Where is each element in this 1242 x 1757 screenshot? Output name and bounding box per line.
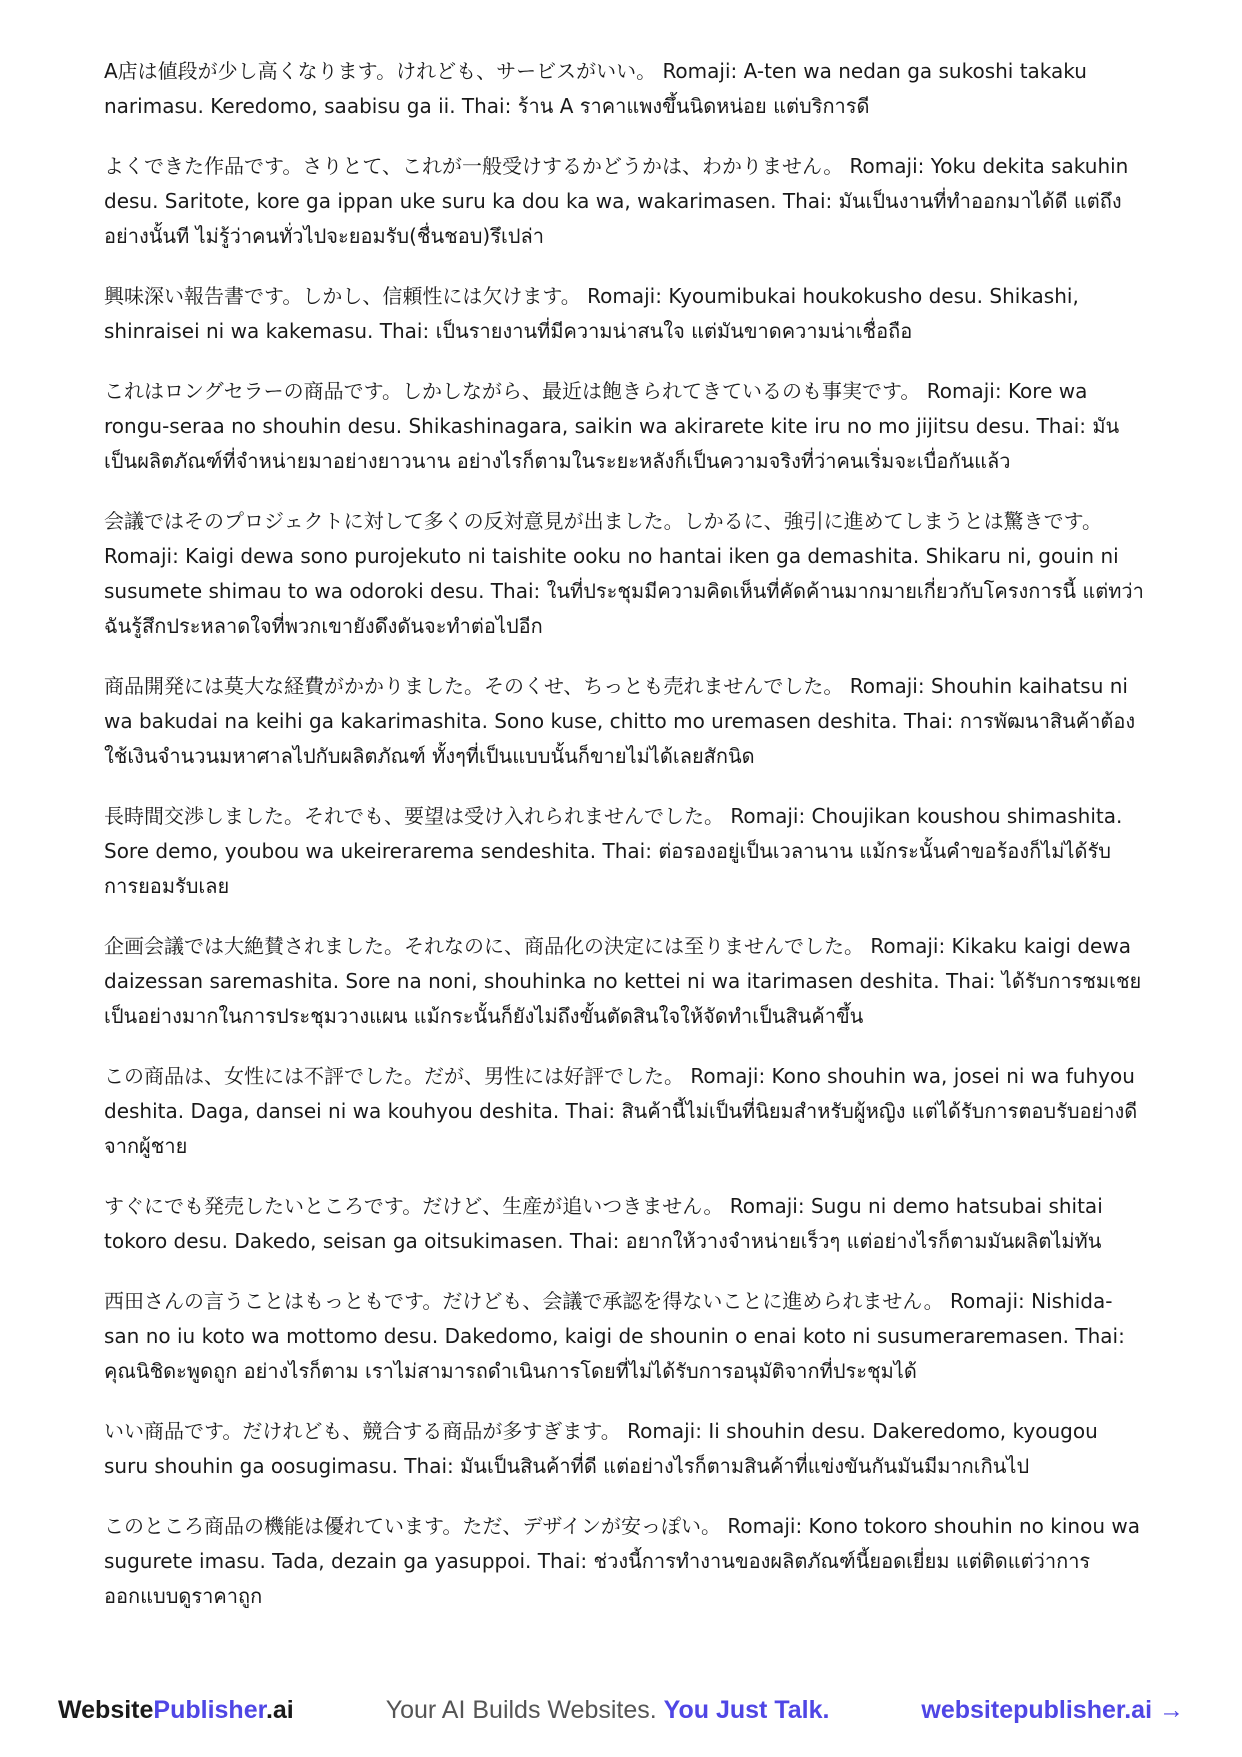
sentence-entry: 西田さんの言うことはもっともです。だけども、会議で承認を得ないことに進められません。 Romaji: Nishida-san no iu koto wa mottomo desu. Dakedomo, kaigi de shounin o enai koto ni susumeraremasen. Thai: คุณนิชิดะพูดถูก อย่างไรก็ตาม เราไม่สามารถดำเนินการโดยที่ไม่ได้รับการอนุมัติจากที่ประชุมได้ [104, 1289, 1125, 1383]
sentence-entry: A店は値段が少し高くなります。けれども、サービスがいい。 Romaji: A-ten wa nedan ga sukoshi takaku narimasu. Keredomo, saabisu ga ii. Thai: ร้าน A ราคาแพงขึ้นนิดหน่อย แต่บริการดี [104, 59, 1087, 118]
sentence-entry: このところ商品の機能は優れています。ただ、デザインが安っぽい。 Romaji: Kono tokoro shouhin no kinou wa sugurete imasu. Tada, dezain ga yasuppoi. Thai: ช่วงนี้การทำงานของผลิตภัณฑ์นี้ยอดเยี่ยม แต่ติดแต่ว่าการออกแบบดูราคาถูก [104, 1514, 1140, 1608]
footer-tagline [386, 1696, 830, 1725]
tagline-main: Your AI Builds Websites. [385, 1695, 657, 1724]
sentence-entry: 会議ではそのプロジェクトに対して多くの反対意見が出ました。しかるに、強引に進めてしまうとは驚きです。 Romaji: Kaigi dewa sono purojekuto ni taishite ooku no hantai iken ga demashita. Shikaru ni, gouin ni susumete shimau to wa odoroki desu. Thai: ในที่ประชุมมีความคิดเห็นที่คัดค้านมากมายเกี่ยวกับโครงการนี้ แต่ทว่าฉันรู้สึกประหลาดใจที่พวกเขายังดึงดันจะทำต่อไปอีก [104, 509, 1144, 638]
document-body [104, 54, 1144, 1639]
sentence-entry: すぐにでも発売したいところです。だけど、生産が追いつきません。 Romaji: Sugu ni demo hatsubai shitai tokoro desu. Dakedo, seisan ga oitsukimasen. Thai: อยากให้วางจำหน่ายเร็วๆ แต่อย่างไรก็ตามมันผลิตไม่ทัน [104, 1194, 1103, 1253]
brand-name-accent: Publisher [153, 1695, 266, 1724]
sentence-entry: 企画会議では大絶賛されました。それなのに、商品化の決定には至りませんでした。 Romaji: Kikaku kaigi dewa daizessan saremashita. Sore na noni, shouhinka no kettei ni wa itarimasen deshita. Thai: ได้รับการชมเชยเป็นอย่างมากในการประชุมวางแผน แม้กระนั้นก็ยังไม่ถึงขั้นตัดสินใจให้จัดทำเป็นสินค้าขึ้น [104, 934, 1142, 1028]
sentence-entry: 興味深い報告書です。しかし、信頼性には欠けます。 Romaji: Kyoumibukai houkokusho desu. Shikashi, shinraisei ni wa kakemasu. Thai: เป็นรายงานที่มีความน่าสนใจ แต่มันขาดความน่าเชื่อถือ [104, 284, 1079, 343]
sentence-entry: これはロングセラーの商品です。しかしながら、最近は飽きられてきているのも事実です。 Romaji: Kore wa rongu-seraa no shouhin desu. Shikashinagara, saikin wa akirarete kite iru no mo jijitsu desu. Thai: มันเป็นผลิตภัณฑ์ที่จำหน่ายมาอย่างยาวนาน อย่างไรก็ตามในระยะหลังก็เป็นความจริงที่ว่าคนเริ่มจะเบื่อกันแล้ว [104, 379, 1120, 473]
sentence-entry: いい商品です。だけれども、競合する商品が多すぎます。 Romaji: Ii shouhin desu. Dakeredomo, kyougou suru shouhin ga oosugimasu. Thai: มันเป็นสินค้าที่ดี แต่อย่างไรก็ตามสินค้าที่แข่งขันกันมันมีมากเกินไป [104, 1419, 1098, 1478]
brand-logo [58, 1696, 294, 1725]
tagline-accent: You Just Talk. [663, 1695, 830, 1724]
sentence-entry: 商品開発には莫大な経費がかかりました。そのくせ、ちっとも売れませんでした。 Romaji: Shouhin kaihatsu ni wa bakudai na keihi ga kakarimashita. Sono kuse, chitto mo uremasen deshita. Thai: การพัฒนาสินค้าต้องใช้เงินจำนวนมหาศาลไปกับผลิตภัณฑ์ ทั้งๆที่เป็นแบบนั้นก็ขายไม่ได้เลยสักนิด [104, 674, 1136, 768]
sentence-entry: 長時間交渉しました。それでも、要望は受け入れられませんでした。 Romaji: Choujikan koushou shimashita. Sore demo, youbou wa ukeirerarema sendeshita. Thai: ต่อรองอยู่เป็นเวลานาน แม้กระนั้นคำขอร้องก็ไม่ได้รับการยอมรับเลย [104, 804, 1123, 898]
website-link[interactable]: websitepublisher.ai → [921, 1695, 1184, 1724]
sentence-entry: よくできた作品です。さりとて、これが一般受けするかどうかは、わかりません。 Romaji: Yoku dekita sakuhin desu. Saritote, kore ga ippan uke suru ka dou ka wa, wakarimasen. Thai: มันเป็นงานที่ทำออกมาได้ดี แต่ถึงอย่างนั้นที ไม่รู้ว่าคนทั่วไปจะยอมรับ(ชื่นชอบ)รึเปล่า [104, 154, 1129, 248]
brand-name-main: Website [58, 1695, 154, 1724]
footer-bar [58, 1690, 1184, 1730]
brand-name-suffix: .ai [265, 1695, 294, 1724]
sentence-entry: この商品は、女性には不評でした。だが、男性には好評でした。 Romaji: Kono shouhin wa, josei ni wa fuhyou deshita. Daga, dansei ni wa kouhyou deshita. Thai: สินค้านี้ไม่เป็นที่นิยมสำหรับผู้หญิง แต่ได้รับการตอบรับอย่างดีจากผู้ชาย [104, 1064, 1138, 1158]
